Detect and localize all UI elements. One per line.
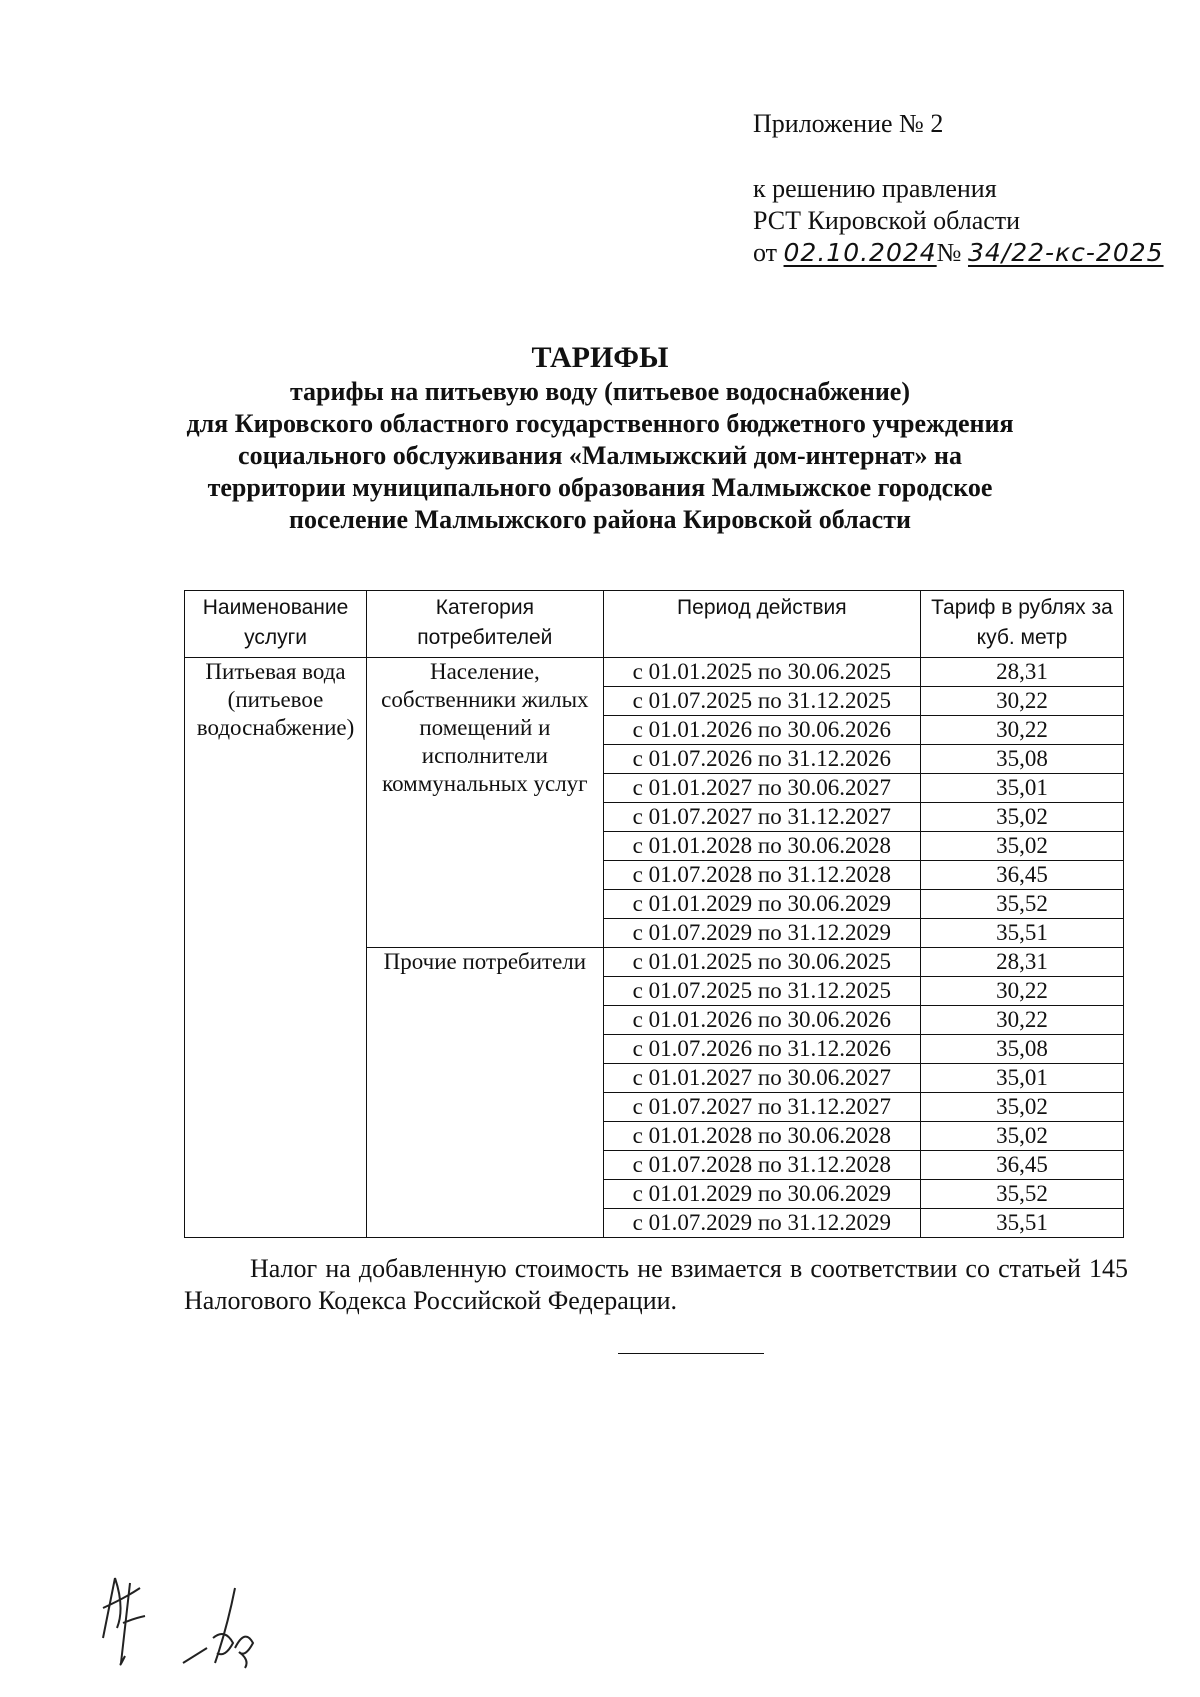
period-cell: с 01.07.2027 по 31.12.2027 bbox=[603, 1093, 920, 1122]
tariff-table-body bbox=[185, 658, 1124, 1238]
tariff-cell: 30,22 bbox=[920, 1006, 1123, 1035]
tariff-cell: 36,45 bbox=[920, 1151, 1123, 1180]
title-line-2: для Кировского областного государственного бюджетного учреждения bbox=[186, 409, 1014, 438]
period-cell: с 01.01.2027 по 30.06.2027 bbox=[603, 1064, 920, 1093]
tariff-cell: 28,31 bbox=[920, 948, 1123, 977]
tariff-cell: 28,31 bbox=[920, 658, 1123, 687]
tariff-cell: 35,52 bbox=[920, 1180, 1123, 1209]
period-cell: с 01.01.2026 по 30.06.2026 bbox=[603, 716, 920, 745]
tariff-cell: 35,08 bbox=[920, 1035, 1123, 1064]
period-cell: с 01.07.2026 по 31.12.2026 bbox=[603, 745, 920, 774]
tariff-cell: 35,51 bbox=[920, 919, 1123, 948]
decision-line-2: РСТ Кировской области bbox=[753, 206, 1021, 235]
period-cell: с 01.07.2029 по 31.12.2029 bbox=[603, 1209, 920, 1238]
tariff-cell: 35,08 bbox=[920, 745, 1123, 774]
period-cell: с 01.01.2025 по 30.06.2025 bbox=[603, 948, 920, 977]
decision-number-prefix: № bbox=[936, 238, 962, 267]
tariff-cell: 35,02 bbox=[920, 1122, 1123, 1151]
period-cell: с 01.01.2027 по 30.06.2027 bbox=[603, 774, 920, 803]
closing-rule bbox=[618, 1353, 764, 1354]
tariff-cell: 35,01 bbox=[920, 774, 1123, 803]
period-cell: с 01.01.2026 по 30.06.2026 bbox=[603, 1006, 920, 1035]
tariff-cell: 35,52 bbox=[920, 890, 1123, 919]
table-row bbox=[185, 658, 1124, 687]
tariff-cell: 30,22 bbox=[920, 977, 1123, 1006]
table-header-row bbox=[185, 591, 1124, 658]
period-cell: с 01.07.2029 по 31.12.2029 bbox=[603, 919, 920, 948]
tariff-cell: 35,51 bbox=[920, 1209, 1123, 1238]
decision-line-3 bbox=[753, 237, 1164, 269]
period-cell: с 01.01.2028 по 30.06.2028 bbox=[603, 832, 920, 861]
period-cell: с 01.07.2027 по 31.12.2027 bbox=[603, 803, 920, 832]
document-title bbox=[150, 342, 1050, 536]
period-cell: с 01.01.2029 по 30.06.2029 bbox=[603, 1180, 920, 1209]
period-cell: с 01.01.2028 по 30.06.2028 bbox=[603, 1122, 920, 1151]
vat-note: Налог на добавленную стоимость не взимается в соответствии со статьей 145 Налогового Кодекса Российской Федерации. bbox=[184, 1254, 1128, 1315]
period-cell: с 01.01.2025 по 30.06.2025 bbox=[603, 658, 920, 687]
period-cell: с 01.07.2025 по 31.12.2025 bbox=[603, 977, 920, 1006]
header-period: Период действия bbox=[603, 591, 920, 658]
title-line-4: территории муниципального образования Малмыжское городское bbox=[207, 473, 993, 502]
decision-line-1: к решению правления bbox=[753, 174, 997, 203]
category-cell: Население, собственники жилых помещений и исполнители коммунальных услуг bbox=[367, 658, 604, 948]
period-cell: с 01.07.2028 по 31.12.2028 bbox=[603, 861, 920, 890]
tariff-cell: 35,02 bbox=[920, 803, 1123, 832]
header-tariff: Тариф в рублях за куб. метр bbox=[920, 591, 1123, 658]
tariff-cell: 35,01 bbox=[920, 1064, 1123, 1093]
period-cell: с 01.07.2025 по 31.12.2025 bbox=[603, 687, 920, 716]
decision-number: 34/22-кс-2025 bbox=[967, 238, 1164, 267]
title-line-1: тарифы на питьевую воду (питьевое водоснабжение) bbox=[289, 377, 911, 406]
period-cell: с 01.07.2026 по 31.12.2026 bbox=[603, 1035, 920, 1064]
decision-reference bbox=[753, 173, 1164, 269]
tariff-table bbox=[184, 590, 1124, 1238]
tariff-cell: 30,22 bbox=[920, 716, 1123, 745]
tariff-cell: 35,02 bbox=[920, 832, 1123, 861]
header-service: Наименование услуги bbox=[185, 591, 367, 658]
tariff-cell: 36,45 bbox=[920, 861, 1123, 890]
service-name-cell: Питьевая вода (питьевое водоснабжение) bbox=[185, 658, 367, 1238]
appendix-label: Приложение № 2 bbox=[753, 109, 944, 138]
signature-initials bbox=[95, 1568, 285, 1678]
period-cell: с 01.01.2029 по 30.06.2029 bbox=[603, 890, 920, 919]
title-line-5: поселение Малмыжского района Кировской области bbox=[289, 505, 911, 534]
title-line-3: социального обслуживания «Малмыжский дом-интернат» на bbox=[238, 441, 962, 470]
tariff-cell: 35,02 bbox=[920, 1093, 1123, 1122]
decision-prefix: от bbox=[753, 238, 778, 267]
tariff-cell: 30,22 bbox=[920, 687, 1123, 716]
period-cell: с 01.07.2028 по 31.12.2028 bbox=[603, 1151, 920, 1180]
category-cell: Прочие потребители bbox=[367, 948, 604, 1238]
header-category: Категория потребителей bbox=[367, 591, 604, 658]
decision-date: 02.10.2024 bbox=[783, 238, 937, 267]
title-main: ТАРИФЫ bbox=[531, 341, 669, 374]
